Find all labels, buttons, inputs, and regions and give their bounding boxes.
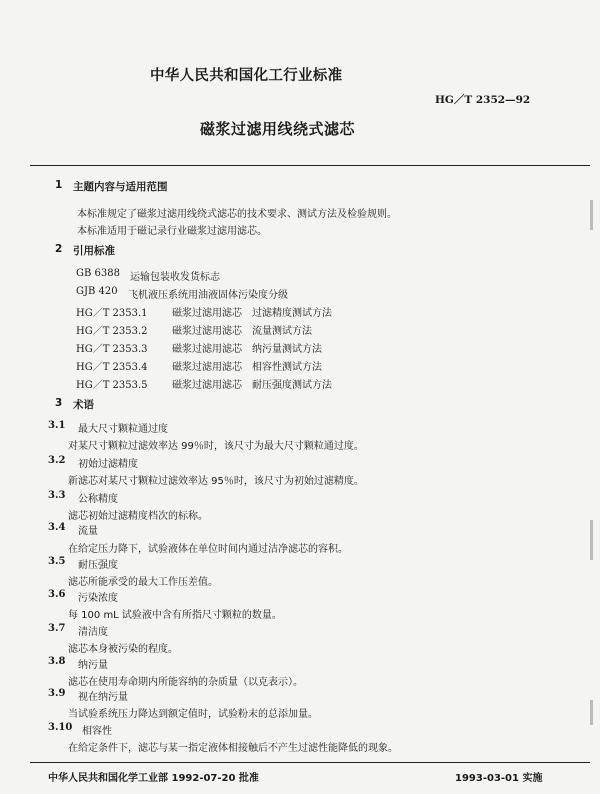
ref-title: 运输包装收发货标志: [130, 272, 220, 283]
section-2-number: 2: [55, 243, 63, 255]
term-number: 3.9: [48, 688, 66, 699]
bottom-rule: [30, 762, 590, 763]
term-name: 流量: [78, 526, 98, 537]
ref-title: 磁浆过滤用滤芯 耐压强度测试方法: [172, 380, 332, 391]
implementation-date: 1993-03-01 实施: [455, 773, 543, 784]
section-1-paragraph: 本标准规定了磁浆过滤用线绕式滤芯的技术要求、测试方法及检验规则。: [77, 209, 397, 220]
ref-title: 磁浆过滤用滤芯 相容性测试方法: [172, 362, 322, 373]
scan-edge-mark: [590, 700, 593, 725]
top-rule: [30, 165, 590, 166]
section-1-number: 1: [55, 179, 63, 191]
ref-code: HG／T 2353.4: [76, 362, 148, 373]
term-definition: 在给定压力降下，试验液体在单位时间内通过洁净滤芯的容积。: [68, 544, 348, 555]
term-number: 3.3: [48, 490, 66, 501]
document-title: 磁浆过滤用线绕式滤芯: [200, 120, 356, 138]
term-number: 3.1: [48, 420, 66, 431]
term-number: 3.4: [48, 522, 66, 533]
term-definition: 滤芯在使用寿命期内所能容纳的杂质量（以克表示）。: [68, 677, 303, 688]
org-title: 中华人民共和国化工行业标准: [150, 68, 343, 84]
term-name: 视在纳污量: [78, 692, 128, 703]
term-definition: 滤芯所能承受的最大工作压差值。: [68, 577, 218, 588]
term-definition: 当试验系统压力降达到额定值时，试验粉末的总添加量。: [68, 709, 318, 720]
term-definition: 新滤芯对某尺寸颗粒过滤效率达 95％时，该尺寸为初始过滤精度。: [68, 476, 364, 487]
section-2-heading: 引用标准: [73, 245, 115, 257]
term-name: 耐压强度: [78, 560, 118, 571]
term-name: 公称精度: [78, 494, 118, 505]
section-3-heading: 术语: [73, 399, 94, 411]
term-number: 3.2: [48, 455, 66, 466]
ref-title: 磁浆过滤用滤芯 过滤精度测试方法: [172, 308, 332, 319]
term-definition: 滤芯初始过滤精度档次的标称。: [68, 511, 208, 522]
term-definition: 在给定条件下，滤芯与某一指定液体相接触后不产生过滤性能降低的现象。: [68, 743, 398, 754]
term-name: 初始过滤精度: [78, 459, 138, 470]
approval-line: 中华人民共和国化学工业部 1992-07-20 批准: [48, 773, 259, 784]
term-name: 清洁度: [78, 627, 108, 638]
term-definition: 每 100 mL 试验液中含有所指尺寸颗粒的数量。: [68, 610, 282, 621]
term-definition: 滤芯本身被污染的程度。: [68, 644, 178, 655]
ref-code: GB 6388: [76, 268, 120, 279]
term-definition: 对某尺寸颗粒过滤效率达 99％时，该尺寸为最大尺寸颗粒通过度。: [68, 441, 364, 452]
ref-code: HG／T 2353.5: [76, 380, 148, 391]
term-name: 相容性: [82, 726, 112, 737]
term-number: 3.5: [48, 556, 66, 567]
ref-title: 飞机液压系统用油液固体污染度分级: [128, 290, 288, 301]
scan-edge-mark: [590, 200, 593, 230]
term-name: 最大尺寸颗粒通过度: [78, 424, 168, 435]
ref-title: 磁浆过滤用滤芯 流量测试方法: [172, 326, 312, 337]
section-3-number: 3: [55, 397, 63, 409]
term-number: 3.6: [48, 589, 66, 600]
term-name: 纳污量: [78, 660, 108, 671]
section-1-heading: 主题内容与适用范围: [73, 181, 168, 193]
section-1-paragraph: 本标准适用于磁记录行业磁浆过滤用滤芯。: [77, 226, 267, 237]
term-name: 污染浓度: [78, 593, 118, 604]
ref-code: GJB 420: [76, 286, 118, 297]
term-number: 3.7: [48, 623, 66, 634]
ref-code: HG／T 2353.2: [76, 326, 148, 337]
scan-edge-mark: [590, 520, 593, 560]
ref-title: 磁浆过滤用滤芯 纳污量测试方法: [172, 344, 322, 355]
term-number: 3.10: [48, 722, 73, 733]
ref-code: HG／T 2353.1: [76, 308, 148, 319]
ref-code: HG／T 2353.3: [76, 344, 148, 355]
term-number: 3.8: [48, 656, 66, 667]
standard-number: HG／T 2352—92: [435, 94, 531, 106]
